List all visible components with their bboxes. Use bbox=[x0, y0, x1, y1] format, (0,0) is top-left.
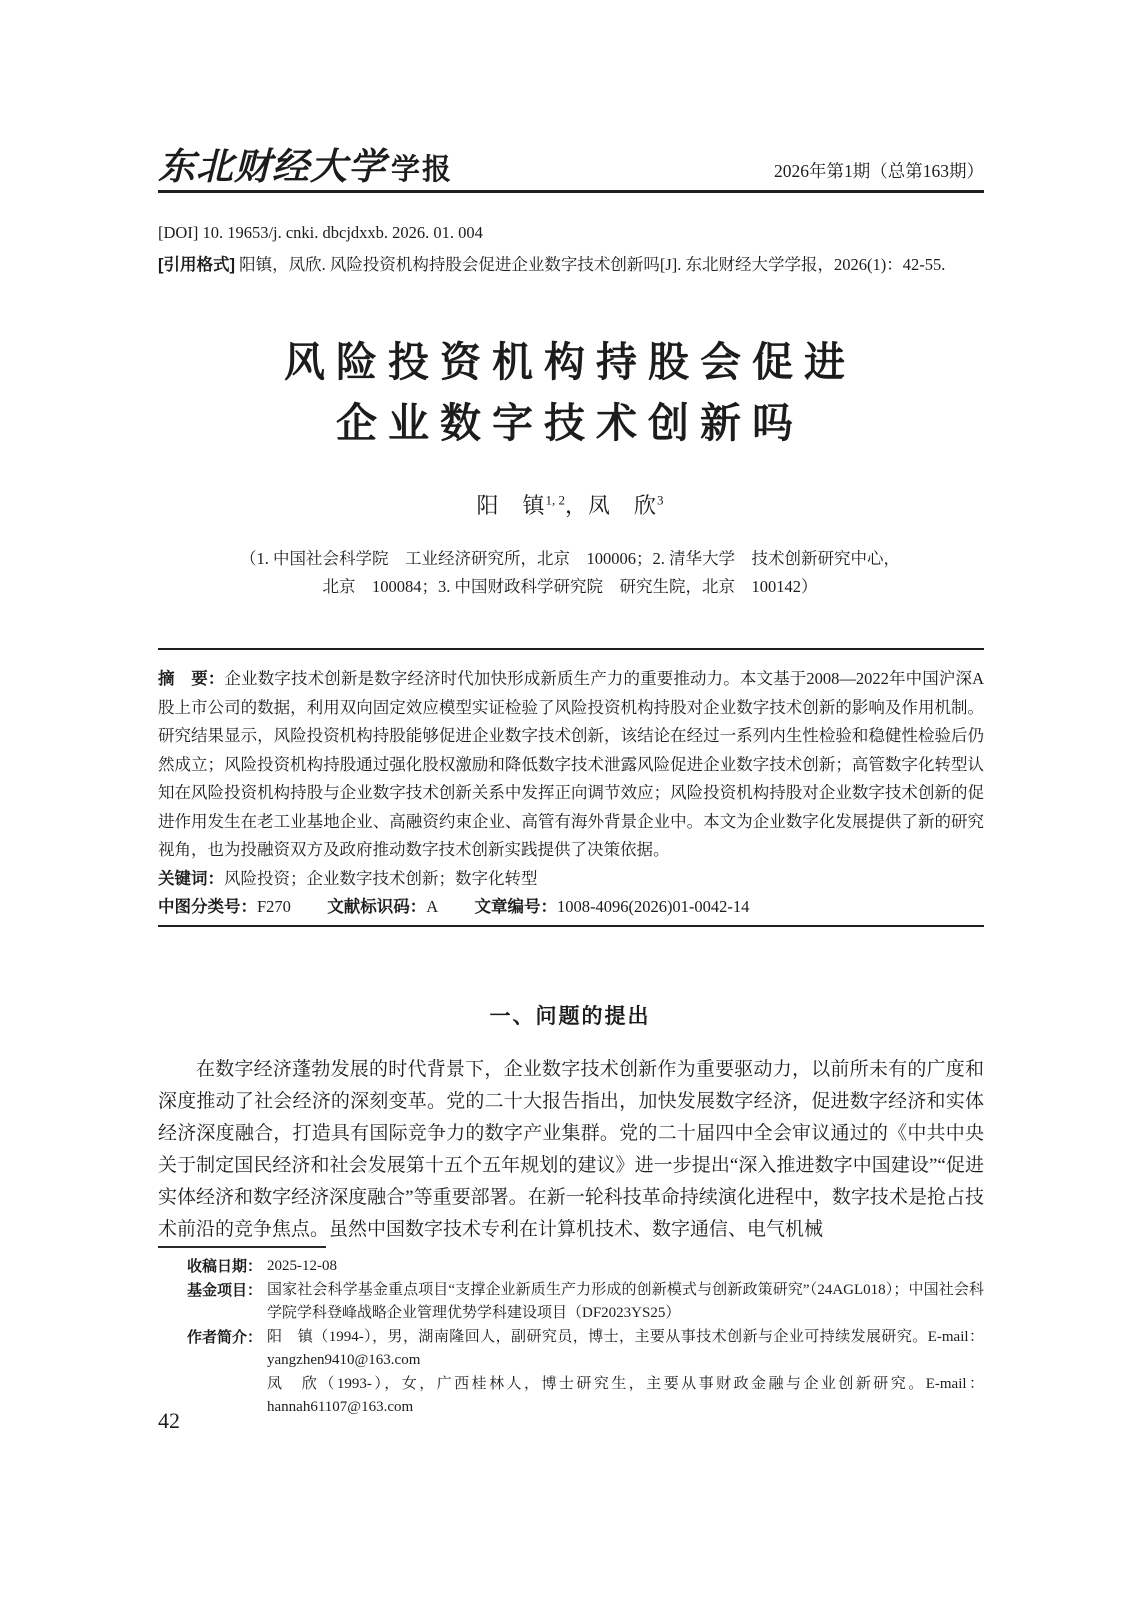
classification-line bbox=[158, 893, 984, 922]
citation-text: 阳镇，凤欣. 风险投资机构持股会促进企业数字技术创新吗[J]. 东北财经大学学报，2026(1)：42-55. bbox=[235, 255, 946, 274]
footnotes bbox=[187, 1255, 984, 1420]
journal-name-calligraphy: 东北财经大学 bbox=[158, 143, 386, 188]
author-bio-label: 作者简介： bbox=[187, 1328, 263, 1346]
author-1-affil-marks: 1, 2 bbox=[545, 492, 565, 508]
fund-project-text: 国家社会科学基金重点项目“支撑企业新质生产力形成的创新模式与创新政策研究”（24AGL018）；中国社会科学院学科登峰战略企业管理优势学科建设项目（DF2023YS25） bbox=[267, 1281, 984, 1321]
affiliation-line-2: 北京 100084；3. 中国财政科学研究院 研究生院，北京 100142） bbox=[322, 577, 818, 596]
citation-line bbox=[158, 249, 984, 281]
abstract-text: 企业数字技术创新是数字经济时代加快形成新质生产力的重要推动力。本文基于2008—2022年中国沪深A股上市公司的数据，利用双向固定效应模型实证检验了风险投资机构持股对企业数字技术创新的影响及作用机制。研究结果显示，风险投资机构持股能够促进企业数字技术创新，该结论在经过一系列内生性检验和稳健性检验后仍然成立；风险投资机构持股通过强化股权激励和降低数字技术泄露风险促进企业数字技术创新；高管数字化转型认知在风险投资机构持股与企业数字技术创新关系中发挥正向调节效应；风险投资机构持股对企业数字技术创新的促进作用发生在老工业基地企业、高融资约束企业、高管有海外背景企业中。本文为企业数字化发展提供了新的研究视角，也为投融资双方及政府推动数字技术创新实践提供了决策依据。 bbox=[158, 669, 984, 859]
author-1-name: 阳 镇 bbox=[476, 493, 546, 518]
affiliations bbox=[0, 545, 1140, 601]
journal-name-suffix: 学报 bbox=[391, 153, 454, 186]
page-number: 42 bbox=[158, 1408, 180, 1433]
doc-code-value: A bbox=[426, 897, 439, 916]
received-date-label: 收稿日期： bbox=[187, 1258, 263, 1275]
footnote-author-bio bbox=[187, 1326, 984, 1420]
journal-logo bbox=[158, 143, 454, 188]
keywords-label: 关键词： bbox=[158, 869, 224, 888]
section-heading: 一、问题的提出 bbox=[489, 1005, 651, 1028]
keywords-text: 风险投资；企业数字技术创新；数字化转型 bbox=[224, 868, 538, 888]
title-line-1: 风险投资机构持股会促进 bbox=[284, 339, 856, 385]
journal-header bbox=[158, 144, 984, 193]
author-separator: ， bbox=[564, 493, 588, 518]
abstract-box bbox=[158, 648, 984, 927]
author-bio-2: 凤 欣（1993-），女，广西桂林人，博士研究生，主要从事财政金融与企业创新研究。E-mail：hannah61107@163.com bbox=[267, 1375, 984, 1415]
doc-code-segment bbox=[327, 897, 438, 916]
article-id-segment bbox=[474, 897, 749, 916]
keywords-line bbox=[158, 865, 984, 894]
abstract-paragraph bbox=[158, 665, 984, 865]
received-date-value: 2025-12-08 bbox=[267, 1258, 337, 1274]
doi-line: [DOI] 10. 19653/j. cnki. dbcjdxxb. 2026. 01. 004 bbox=[158, 223, 483, 242]
footnote-fund-project bbox=[187, 1279, 984, 1326]
issue-info: 2026年第1期（总第163期） bbox=[774, 161, 984, 181]
fund-project-label: 基金项目： bbox=[187, 1281, 263, 1299]
footnote-divider bbox=[158, 1246, 326, 1248]
author-2-affil-marks: 3 bbox=[657, 492, 664, 508]
clc-value: F270 bbox=[257, 897, 291, 916]
article-id-value: 1008-4096(2026)01-0042-14 bbox=[556, 897, 750, 916]
title-line-2: 企业数字技术创新吗 bbox=[336, 400, 804, 446]
author-2-name: 凤 欣 bbox=[588, 493, 658, 518]
affiliation-line-1: （1. 中国社会科学院 工业经济研究所，北京 100006；2. 清华大学 技术创新研究中心， bbox=[240, 549, 900, 568]
author-bio-content bbox=[267, 1326, 984, 1420]
article-id-label: 文章编号： bbox=[474, 898, 557, 916]
authors-line bbox=[0, 489, 1140, 520]
article-meta bbox=[158, 217, 984, 281]
footnote-received-date bbox=[187, 1255, 984, 1279]
abstract-label: 摘 要： bbox=[158, 670, 225, 688]
citation-label: [引用格式] bbox=[158, 256, 235, 274]
body-paragraph: 在数字经济蓬勃发展的时代背景下，企业数字技术创新作为重要驱动力，以前所未有的广度和深度推动了社会经济的深刻变革。党的二十大报告指出，加快发展数字经济，促进数字经济和实体经济深度融合，打造具有国际竞争力的数字产业集群。党的二十届四中全会审议通过的《中共中央关于制定国民经济和社会发展第十五个五年规划的建议》进一步提出“深入推进数字中国建设”“促进实体经济和数字经济深度融合”等重要部署。在新一轮科技革命持续演化进程中，数字技术是抢占技术前沿的竞争焦点。虽然中国数字技术专利在计算机技术、数字通信、电气机械 bbox=[158, 1059, 984, 1240]
clc-label: 中图分类号： bbox=[158, 898, 257, 916]
clc-segment bbox=[158, 897, 291, 916]
doc-code-label: 文献标识码： bbox=[327, 898, 427, 916]
article-title bbox=[0, 332, 1140, 454]
author-bio-1: 阳 镇（1994-），男，湖南隆回人，副研究员，博士，主要从事技术创新与企业可持续发展研究。E-mail：yangzhen9410@163.com bbox=[267, 1328, 984, 1368]
